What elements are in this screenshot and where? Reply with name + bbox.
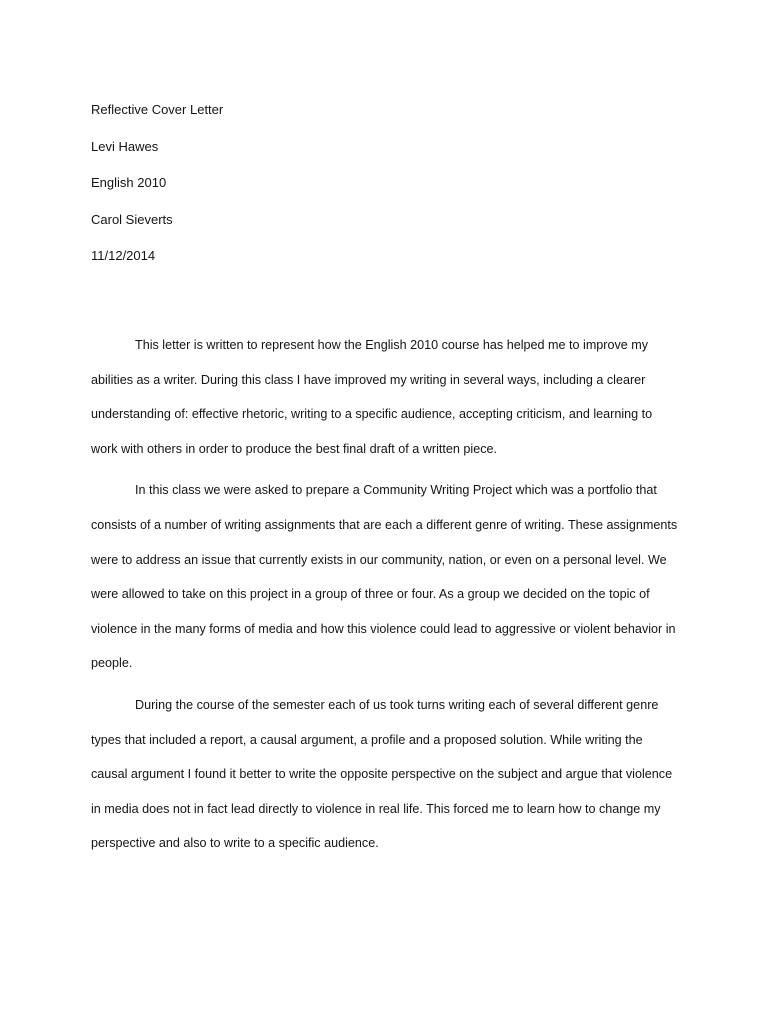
- letter-date: 11/12/2014: [91, 248, 156, 263]
- document-title: Reflective Cover Letter: [91, 102, 224, 117]
- author-name: Levi Hawes: [91, 138, 159, 154]
- paragraph-1: This letter is written to represent how the English 2010 course has helped me to improve my abilities as a writer. During this class I have improved my writing in several ways, including a clearer understanding of: effective rhetoric, writing to a specific audience, accepting criticism, and learning to work with others in order to produce the best final draft of a written piece.: [91, 338, 653, 456]
- letter-header: [91, 92, 691, 275]
- course-name: English 2010: [91, 175, 167, 190]
- paragraph-2: In this class we were asked to prepare a Community Writing Project which was a portfolio that consists of a number of writing assignments that are each a different genre of writing. These assignments were to address an issue that currently exists in our community, nation, or even on a personal level. We were allowed to take on this project in a group of three or four. As a group we decided on the topic of violence in the many forms of media and how this violence could lead to aggressive or violent behavior in people.: [91, 483, 678, 671]
- paragraph-3: During the course of the semester each of us took turns writing each of several different genre types that included a report, a causal argument, a profile and a proposed solution. While writing the causal argument I found it better to write the opposite perspective on the subject and argue that violence in media does not in fact lead directly to violence in real life. This forced me to learn how to change my perspective and also to write to a specific audience.: [91, 697, 673, 851]
- instructor-name: Carol Sieverts: [91, 211, 173, 227]
- letter-body: [91, 328, 679, 868]
